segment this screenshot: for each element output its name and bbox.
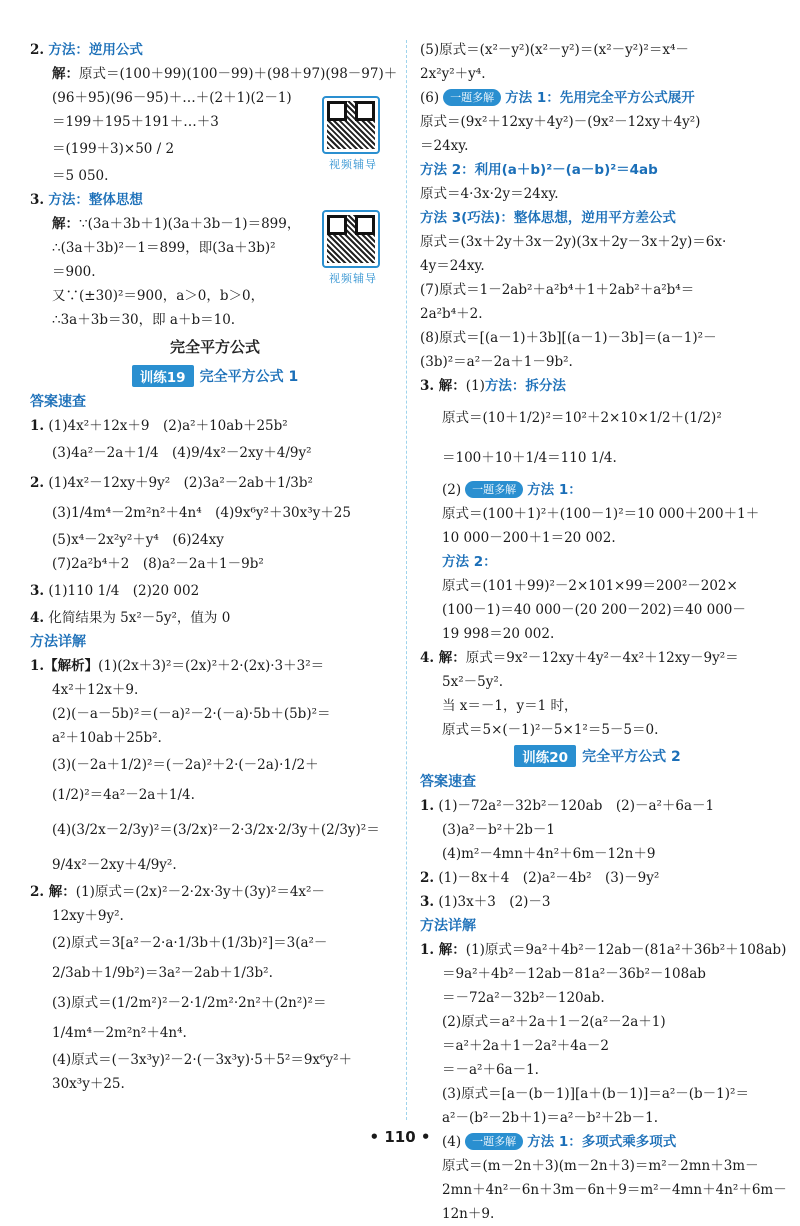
right-line: (6) 一题多解 方法 1：先用完全平方公式展开: [420, 90, 695, 106]
right-line: 训练20 完全平方公式 2: [420, 742, 775, 770]
left-line: (3)1/4m⁴－2m²n²＋4n⁴ (4)9x⁶y²＋30x³y＋25: [52, 505, 351, 521]
left-line: ∴(3a＋3b)²－1＝899，即(3a＋3b)²: [52, 240, 276, 256]
left-line: 2/3ab＋1/9b²)＝3a²－2ab＋1/3b².: [52, 965, 273, 981]
left-line: ∴3a＋3b＝30，即 a＋b＝10.: [52, 312, 236, 328]
right-line: (4)m²－4mn＋4n²＋6m－12n＋9: [442, 846, 656, 862]
right-line: 10 000－200＋1＝20 002.: [442, 530, 616, 546]
right-line: 2x²y²＋y⁴.: [420, 66, 486, 82]
left-line: 解：原式＝(100＋99)(100－99)＋(98＋97)(98－97)＋: [52, 66, 398, 82]
left-line: (1/2)²＝4a²－2a＋1/4.: [52, 787, 195, 803]
left-line: (4)原式＝(－3x³y)²－2·(－3x³y)·5＋5²＝9x⁶y²＋: [52, 1052, 352, 1068]
left-line: 30x³y＋25.: [52, 1076, 125, 1092]
column-divider: [406, 40, 407, 1120]
right-line: ＝－72a²－32b²－120ab.: [442, 990, 605, 1006]
right-line: ＝100＋10＋1/4＝110 1/4.: [442, 450, 617, 466]
qr-label: 视频辅导: [329, 158, 377, 171]
right-line: 原式＝(3x＋2y＋3x－2y)(3x＋2y－3x＋2y)＝6x·: [420, 234, 727, 250]
right-line: 12n＋9.: [442, 1206, 495, 1222]
right-line: (2) 一题多解 方法 1：: [442, 482, 582, 498]
right-line: 1. 解：(1)原式＝9a²＋4b²－12ab－(81a²＋36b²＋108ab): [420, 942, 787, 958]
qr-label: 视频辅导: [329, 272, 377, 285]
right-line: 原式＝(100＋1)²＋(100－1)²＝10 000＋200＋1＋: [442, 506, 760, 522]
right-line: 方法 3(巧法)：整体思想，逆用平方差公式: [420, 210, 676, 226]
right-line: 2. (1)－8x＋4 (2)a²－4b² (3)－9y²: [420, 870, 660, 886]
right-line: (3)a²－b²＋2b－1: [442, 822, 555, 838]
left-line: ＝5 050.: [52, 168, 109, 184]
left-line: (3)(－2a＋1/2)²＝(－2a)²＋2·(－2a)·1/2＋: [52, 757, 319, 773]
left-line: 3. (1)110 1/4 (2)20 002: [30, 583, 200, 599]
right-line: 原式＝(10＋1/2)²＝10²＋2×10×1/2＋(1/2)²: [442, 410, 722, 426]
left-line: 3. 方法：整体思想: [30, 192, 143, 208]
right-line: (4) 一题多解 方法 1：多项式乘多项式: [442, 1134, 677, 1150]
right-line: (3)原式＝[a－(b－1)][a＋(b－1)]＝a²－(b－1)²＝: [442, 1086, 749, 1102]
qr-code-icon: [327, 215, 375, 263]
left-line: 1. (1)4x²＋12x＋9 (2)a²＋10ab＋25b²: [30, 418, 288, 434]
right-line: 原式＝(9x²＋12xy＋4y²)－(9x²－12xy＋4y²): [420, 114, 701, 130]
left-line: 解：∵(3a＋3b＋1)(3a＋3b－1)＝899，: [52, 216, 301, 232]
left-line: 1.【解析】(1)(2x＋3)²＝(2x)²＋2·(2x)·3＋3²＝: [30, 658, 325, 674]
right-line: 2mn＋4n²－6n＋3m－6n＋9＝m²－4mn＋4n²＋6m－: [442, 1182, 787, 1198]
right-line: 4y＝24xy.: [420, 258, 485, 274]
right-line: 3. (1)3x＋3 (2)－3: [420, 894, 551, 910]
right-line: 5x²－5y².: [442, 674, 504, 690]
left-line: (5)x⁴－2x²y²＋y⁴ (6)24xy: [52, 532, 224, 548]
right-line: 方法 2：利用(a＋b)²－(a－b)²＝4ab: [420, 162, 658, 178]
left-line: (3)4a²－2a＋1/4 (4)9/4x²－2xy＋4/9y²: [52, 445, 312, 461]
left-line: 12xy＋9y².: [52, 908, 124, 924]
left-column: [30, 38, 400, 1096]
left-line: ＝(199＋3)×50 / 2: [52, 141, 175, 157]
left-line: ＝199＋195＋191＋…＋3: [52, 114, 219, 130]
right-line: 2a²b⁴＋2.: [420, 306, 483, 322]
right-line: 答案速查: [420, 774, 476, 790]
left-line: (96＋95)(96－95)＋…＋(2＋1)(2－1): [52, 90, 292, 106]
right-line: (7)原式＝1－2ab²＋a²b⁴＋1＋2ab²＋a²b⁴＝: [420, 282, 695, 298]
right-line: ＝24xy.: [420, 138, 469, 154]
right-line: 原式＝5×(－1)²－5×1²＝5－5＝0.: [442, 722, 659, 738]
page-number: • 110 •: [369, 1128, 431, 1146]
right-line: 原式＝(m－2n＋3)(m－2n＋3)＝m²－2mn＋3m－: [442, 1158, 759, 1174]
right-line: 方法 2：: [442, 554, 497, 570]
left-line: 9/4x²－2xy＋4/9y².: [52, 857, 177, 873]
left-line: 方法详解: [30, 634, 86, 650]
right-line: (2)原式＝a²＋2a＋1－2(a²－2a＋1): [442, 1014, 666, 1030]
left-line: 训练19 完全平方公式 1: [30, 362, 400, 390]
qr-code-video-2[interactable]: [322, 210, 384, 286]
left-line: a²＋10ab＋25b².: [52, 730, 162, 746]
right-line: 19 998＝20 002.: [442, 626, 555, 642]
left-line: 答案速查: [30, 394, 86, 410]
qr-code-video-1[interactable]: [322, 96, 384, 172]
right-column: [420, 38, 787, 1226]
right-line: 方法详解: [420, 918, 476, 934]
left-line: 完全平方公式: [169, 338, 260, 356]
left-line: 4x²＋12x＋9.: [52, 682, 139, 698]
right-line: (100－1)＝40 000－(20 200－202)＝40 000－: [442, 602, 746, 618]
left-line: 又∵(±30)²＝900，a＞0，b＞0，: [52, 288, 265, 304]
left-line: (2)(－a－5b)²＝(－a)²－2·(－a)·5b＋(5b)²＝: [52, 706, 331, 722]
right-line: 原式＝4·3x·2y＝24xy.: [420, 186, 559, 202]
right-line: 原式＝(101＋99)²－2×101×99＝200²－202×: [442, 578, 738, 594]
left-line: 2. 解：(1)原式＝(2x)²－2·2x·3y＋(3y)²＝4x²－: [30, 884, 325, 900]
right-line: a²－(b²－2b＋1)＝a²－b²＋2b－1.: [442, 1110, 658, 1126]
right-line: (3b)²＝a²－2a＋1－9b².: [420, 354, 573, 370]
left-line: (2)原式＝3[a²－2·a·1/3b＋(1/3b)²]＝3(a²－: [52, 935, 328, 951]
right-line: (5)原式＝(x²－y²)(x²－y²)＝(x²－y²)²＝x⁴－: [420, 42, 689, 58]
right-line: ＝－a²＋6a－1.: [442, 1062, 539, 1078]
right-line: 3. 解：(1)方法：拆分法: [420, 378, 566, 394]
qr-code-icon: [327, 101, 375, 149]
left-line: 2. 方法：逆用公式: [30, 42, 143, 58]
left-line: (4)(3/2x－2/3y)²＝(3/2x)²－2·3/2x·2/3y＋(2/3y)²＝: [52, 822, 380, 838]
right-line: 当 x＝－1，y＝1 时，: [442, 698, 578, 714]
left-line: (7)2a²b⁴＋2 (8)a²－2a＋1－9b²: [52, 556, 264, 572]
left-line: ＝900.: [52, 264, 96, 280]
left-line: (3)原式＝(1/2m²)²－2·1/2m²·2n²＋(2n²)²＝: [52, 995, 327, 1011]
right-line: ＝9a²＋4b²－12ab－81a²－36b²－108ab: [442, 966, 706, 982]
right-line: 1. (1)－72a²－32b²－120ab (2)－a²＋6a－1: [420, 798, 715, 814]
right-line: (8)原式＝[(a－1)＋3b][(a－1)－3b]＝(a－1)²－: [420, 330, 717, 346]
left-line: 1/4m⁴－2m²n²＋4n⁴.: [52, 1025, 187, 1041]
left-line: 2. (1)4x²－12xy＋9y² (2)3a²－2ab＋1/3b²: [30, 475, 313, 491]
right-line: 4. 解：原式＝9x²－12xy＋4y²－4x²＋12xy－9y²＝: [420, 650, 739, 666]
left-line: 4. 化简结果为 5x²－5y²，值为 0: [30, 610, 231, 626]
right-line: ＝a²＋2a＋1－2a²＋4a－2: [442, 1038, 609, 1054]
